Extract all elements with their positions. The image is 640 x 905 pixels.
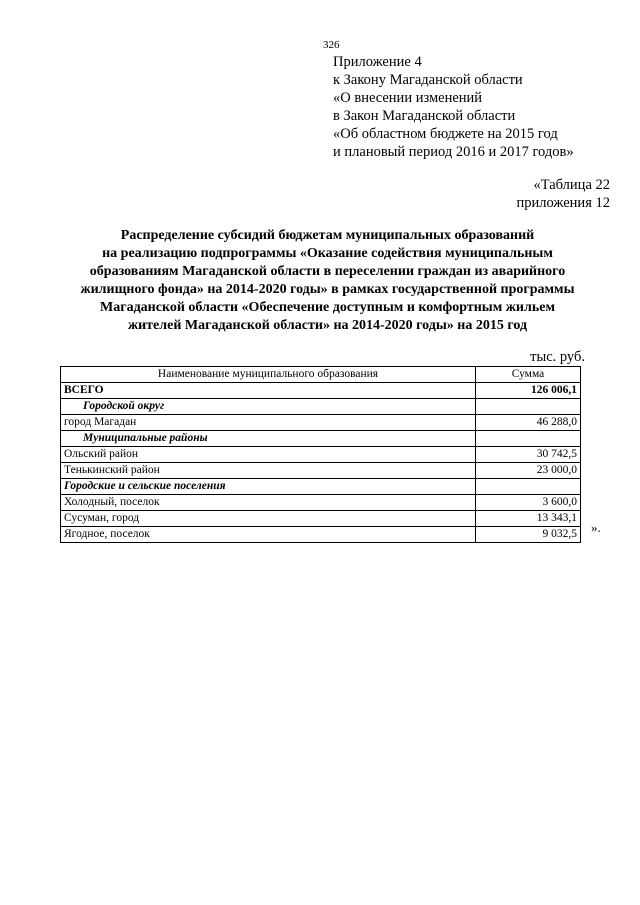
table-row: [61, 495, 581, 511]
document-title: [60, 227, 595, 335]
table-row: [61, 415, 581, 431]
appendix-line: к Закону Магаданской области: [333, 72, 523, 88]
row-sum: [476, 399, 581, 415]
title-line: на реализацию подпрограммы «Оказание содействия муниципальным: [102, 246, 553, 261]
row-sum: 13 343,1: [476, 511, 581, 527]
page-number: 326: [323, 39, 340, 51]
appendix-line: «Об областном бюджете на 2015 год: [333, 126, 558, 142]
row-name: Ольский район: [61, 447, 476, 463]
table-header-row: [61, 367, 581, 383]
table-row: [61, 511, 581, 527]
table-reference-line: приложения 12: [516, 195, 610, 211]
appendix-line: «О внесении изменений: [333, 90, 483, 106]
row-sum: 23 000,0: [476, 463, 581, 479]
table-row-group: [61, 479, 581, 495]
appendix-line: в Закон Магаданской области: [333, 108, 516, 124]
row-name: Городские и сельские поселения: [61, 479, 476, 495]
row-sum: 126 006,1: [476, 383, 581, 399]
title-line: жителей Магаданской области» на 2014-2020 годы» на 2015 год: [127, 318, 528, 333]
row-name: Холодный, поселок: [61, 495, 476, 511]
row-name: Сусуман, город: [61, 511, 476, 527]
subsidy-table: [60, 366, 581, 543]
row-name: Городской округ: [61, 399, 476, 415]
appendix-line: и плановый период 2016 и 2017 годов»: [333, 144, 574, 160]
row-name: город Магадан: [61, 415, 476, 431]
row-sum: 9 032,5: [476, 527, 581, 543]
table-row-group: [61, 399, 581, 415]
row-sum: 3 600,0: [476, 495, 581, 511]
units-label: тыс. руб.: [530, 349, 585, 365]
title-line: Магаданской области «Обеспечение доступным и комфортным жильем: [100, 300, 555, 315]
row-sum: 30 742,5: [476, 447, 581, 463]
row-name: ВСЕГО: [61, 383, 476, 399]
title-line: жилищного фонда» на 2014-2020 годы» в рамках государственной программы: [80, 282, 575, 297]
table-reference-line: «Таблица 22: [533, 177, 610, 193]
header-name: Наименование муниципального образования: [61, 367, 476, 383]
table-row-group: [61, 431, 581, 447]
table-reference: [517, 176, 610, 212]
row-sum: 46 288,0: [476, 415, 581, 431]
appendix-header: [333, 53, 574, 161]
appendix-line: Приложение 4: [333, 54, 422, 70]
row-sum: [476, 431, 581, 447]
title-line: Распределение субсидий бюджетам муниципальных образований: [120, 228, 535, 243]
table-row: [61, 463, 581, 479]
table-row: [61, 527, 581, 543]
table-row-total: [61, 383, 581, 399]
row-name: Тенькинский район: [61, 463, 476, 479]
row-name: Муниципальные районы: [61, 431, 476, 447]
row-name: Ягодное, поселок: [61, 527, 476, 543]
closing-quote: ».: [591, 520, 601, 535]
title-line: образованиям Магаданской области в переселении граждан из аварийного: [89, 264, 566, 279]
header-sum: Сумма: [476, 367, 581, 383]
table-row: [61, 447, 581, 463]
row-sum: [476, 479, 581, 495]
